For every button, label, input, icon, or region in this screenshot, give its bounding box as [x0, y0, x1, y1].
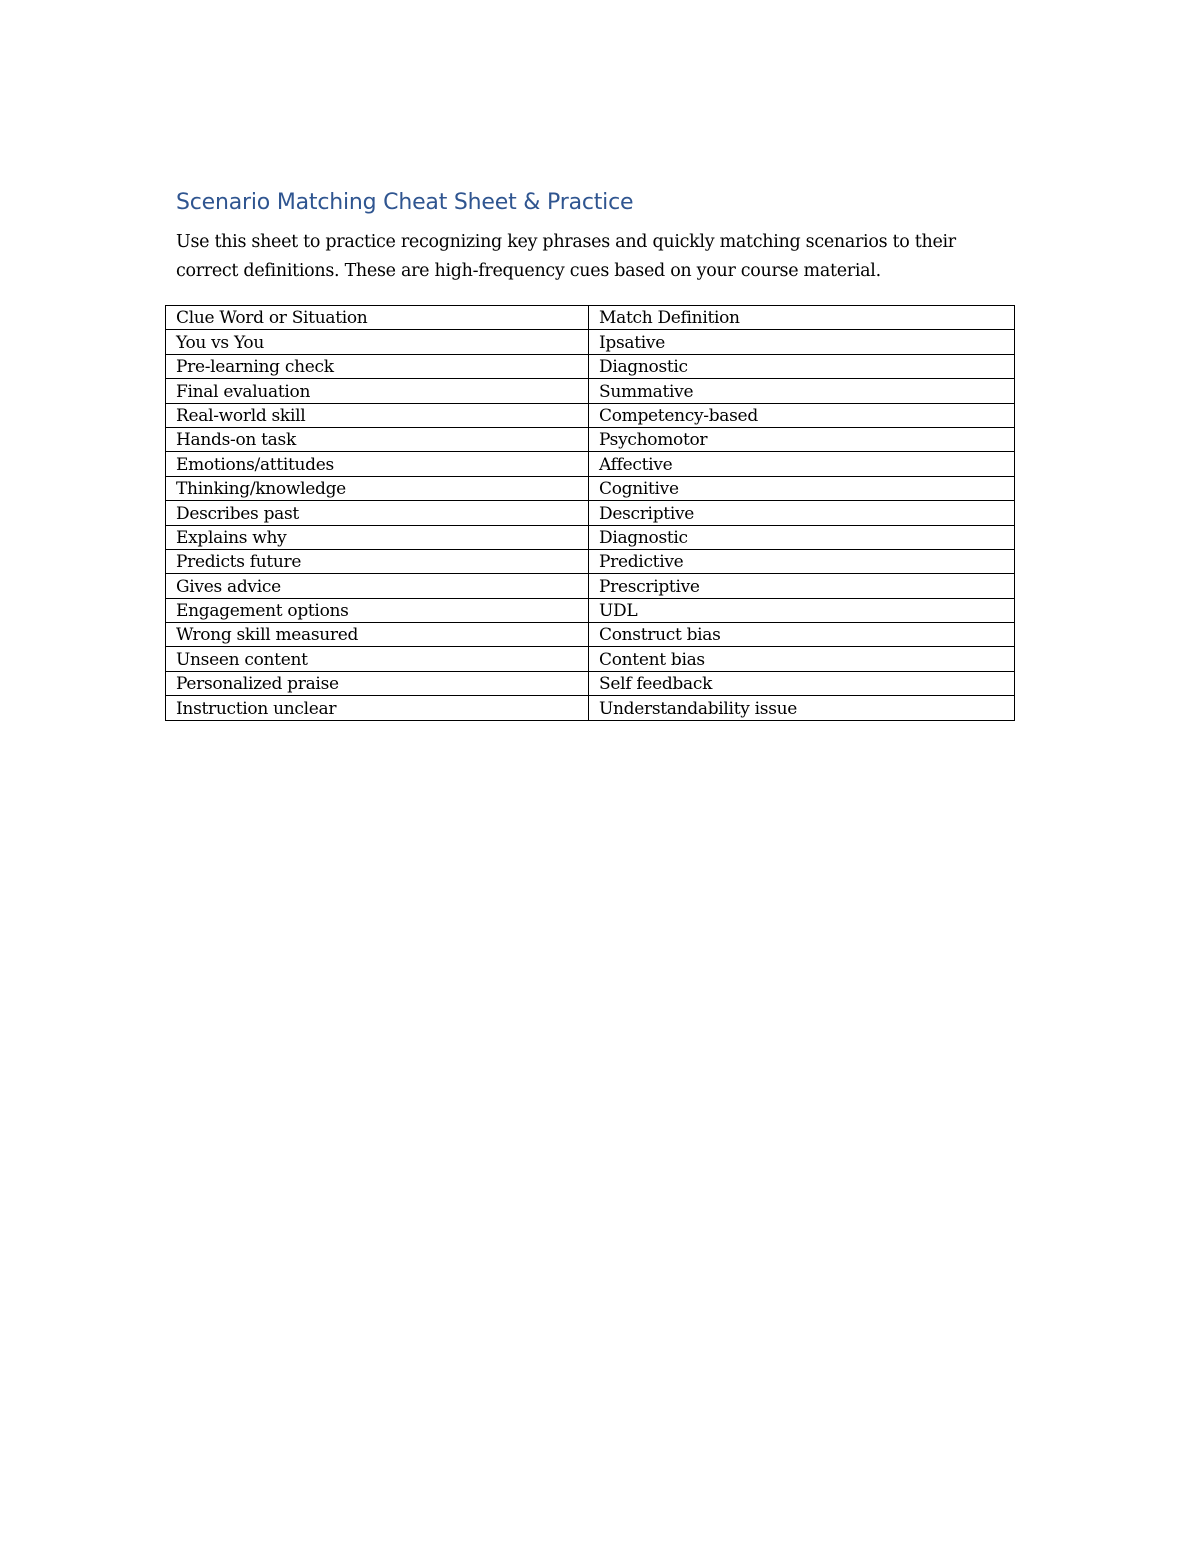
- table-row: [166, 452, 1015, 476]
- table-row: [166, 574, 1015, 598]
- table-row: [166, 647, 1015, 671]
- definition-cell: Predictive: [589, 549, 1015, 573]
- table-row: [166, 549, 1015, 573]
- definition-cell: Diagnostic: [589, 525, 1015, 549]
- clue-cell: Unseen content: [166, 647, 589, 671]
- table-row: [166, 476, 1015, 500]
- table-row: [166, 525, 1015, 549]
- intro-paragraph: Use this sheet to practice recognizing key phrases and quickly matching scenarios to their correct definitions. These are high-frequency cues based on your course material.: [176, 232, 956, 281]
- clue-cell: Describes past: [166, 501, 589, 525]
- clue-cell: Pre-learning check: [166, 354, 589, 378]
- definition-cell: Ipsative: [589, 330, 1015, 354]
- definition-cell: Content bias: [589, 647, 1015, 671]
- table-row: [166, 501, 1015, 525]
- definition-cell: Prescriptive: [589, 574, 1015, 598]
- clue-cell: Hands-on task: [166, 427, 589, 451]
- definition-cell: UDL: [589, 598, 1015, 622]
- table-row: [166, 354, 1015, 378]
- definition-cell: Diagnostic: [589, 354, 1015, 378]
- clue-cell: Emotions/attitudes: [166, 452, 589, 476]
- header-clue: Clue Word or Situation: [166, 306, 589, 330]
- definition-cell: Competency-based: [589, 403, 1015, 427]
- table-row: [166, 671, 1015, 695]
- clue-cell: Explains why: [166, 525, 589, 549]
- clue-cell: Thinking/knowledge: [166, 476, 589, 500]
- table-row: [166, 403, 1015, 427]
- clue-cell: Wrong skill measured: [166, 623, 589, 647]
- matching-table: [165, 305, 1015, 721]
- clue-cell: Predicts future: [166, 549, 589, 573]
- table-header-row: [166, 306, 1015, 330]
- clue-cell: Engagement options: [166, 598, 589, 622]
- definition-cell: Affective: [589, 452, 1015, 476]
- clue-cell: Final evaluation: [166, 379, 589, 403]
- definition-cell: Construct bias: [589, 623, 1015, 647]
- definition-cell: Summative: [589, 379, 1015, 403]
- definition-cell: Psychomotor: [589, 427, 1015, 451]
- definition-cell: Understandability issue: [589, 696, 1015, 720]
- clue-cell: Gives advice: [166, 574, 589, 598]
- definition-cell: Self feedback: [589, 671, 1015, 695]
- clue-cell: Personalized praise: [166, 671, 589, 695]
- table-row: [166, 623, 1015, 647]
- definition-cell: Cognitive: [589, 476, 1015, 500]
- table-row: [166, 379, 1015, 403]
- table-row: [166, 696, 1015, 720]
- clue-cell: Real-world skill: [166, 403, 589, 427]
- table-row: [166, 598, 1015, 622]
- table-row: [166, 330, 1015, 354]
- definition-cell: Descriptive: [589, 501, 1015, 525]
- clue-cell: You vs You: [166, 330, 589, 354]
- clue-cell: Instruction unclear: [166, 696, 589, 720]
- table-row: [166, 427, 1015, 451]
- header-definition: Match Definition: [589, 306, 1015, 330]
- document-title: Scenario Matching Cheat Sheet & Practice: [176, 190, 634, 215]
